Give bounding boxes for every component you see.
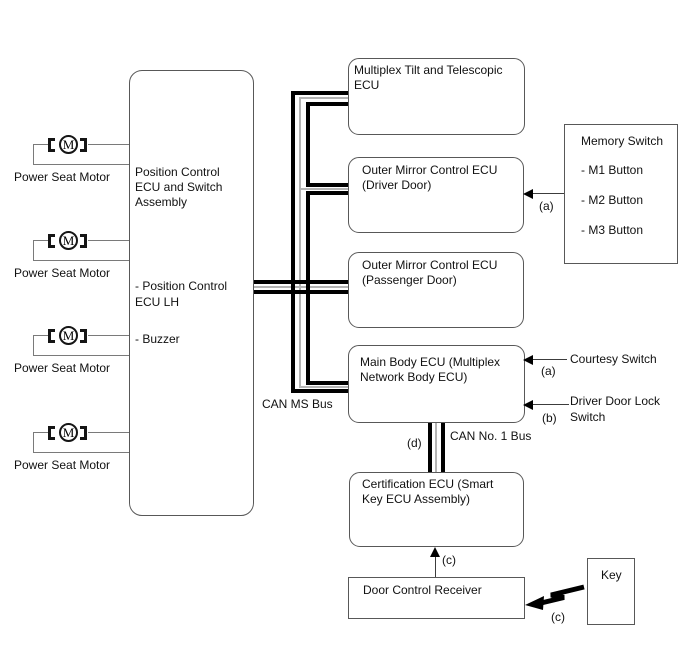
bus-segment (306, 191, 310, 385)
bus-segment (299, 188, 348, 190)
outer-mirror-passenger-ecu-box (348, 252, 524, 328)
bus-segment (291, 389, 348, 393)
memory-switch-item: - M1 Button (581, 163, 644, 177)
bus-segment (306, 191, 348, 195)
motor-lead-line (88, 144, 129, 145)
position-control-ecu-sublabel: - Position Control ECU LH (135, 279, 228, 309)
motor-terminal-icon (80, 426, 87, 440)
multiplex-tilt-telescopic-ecu-box (348, 58, 525, 135)
position-control-ecu-label: Position Control ECU and Switch Assembly (135, 165, 223, 209)
annotation-c-receiver: (c) (442, 553, 456, 567)
motor-lead-line (33, 241, 34, 261)
bus-segment (291, 91, 295, 393)
door-control-receiver-box (348, 577, 525, 619)
outer-mirror-passenger-ecu-label: Outer Mirror Control ECU (Passenger Door) (362, 258, 498, 287)
bus-segment (306, 102, 310, 187)
motor-lead-line (33, 335, 48, 336)
annotation-d: (d) (407, 436, 422, 450)
driver-door-lock-switch-label: Driver Door Lock Switch (570, 394, 661, 424)
motor-lead-line (33, 452, 129, 453)
annotation-b-lock: (b) (542, 411, 557, 425)
motor-label: Power Seat Motor (14, 170, 111, 184)
buzzer-sublabel: - Buzzer (135, 332, 180, 346)
can-ms-bus-label: CAN MS Bus (262, 397, 333, 411)
can-no1-bus-label: CAN No. 1 Bus (450, 429, 532, 443)
bus-segment (306, 183, 348, 187)
left-arrowhead-icon (523, 189, 533, 199)
certification-ecu-box (349, 472, 524, 547)
left-arrowhead-icon (523, 355, 533, 365)
door-control-receiver-label: Door Control Receiver (363, 583, 482, 597)
annotation-c-key: (c) (551, 610, 565, 624)
motor-lead-line (33, 260, 129, 261)
motor-icon (59, 135, 78, 154)
motor-label: Power Seat Motor (14, 266, 111, 280)
memory-switch-item: - M3 Button (581, 223, 644, 237)
courtesy-switch-label: Courtesy Switch (570, 352, 657, 366)
bus-segment (428, 423, 432, 472)
motor-lead-line (33, 336, 34, 356)
memory-switch-box (564, 124, 678, 264)
motor-icon (59, 231, 78, 250)
motor-lead-line (33, 432, 48, 433)
bus-segment (299, 386, 348, 388)
memory-switch-title: Memory Switch (581, 134, 664, 148)
key-label: Key (601, 568, 622, 582)
motor-icon (59, 423, 78, 442)
motor-lead-line (33, 145, 34, 165)
motor-lead-line (88, 335, 129, 336)
bus-segment (291, 91, 348, 95)
bus-segment (441, 423, 445, 472)
key-box (587, 558, 635, 625)
motor-terminal-icon (48, 138, 55, 152)
motor-lead-line (33, 355, 129, 356)
outer-mirror-driver-ecu-box (348, 157, 524, 233)
multiplex-tilt-telescopic-ecu-label: Multiplex Tilt and Telescopic ECU (354, 63, 503, 92)
bus-segment (253, 280, 348, 284)
motor-terminal-icon (80, 234, 87, 248)
main-body-ecu-label: Main Body ECU (Multiplex Network Body ECU) (360, 355, 501, 384)
motor-label: Power Seat Motor (14, 458, 111, 472)
motor-terminal-icon (48, 234, 55, 248)
motor-letter: M (62, 425, 75, 440)
bus-segment (253, 286, 348, 288)
bus-segment (435, 423, 437, 472)
motor-lead-line (88, 240, 129, 241)
motor-lead-line (88, 432, 129, 433)
motor-terminal-icon (80, 329, 87, 343)
motor-terminal-icon (48, 426, 55, 440)
motor-lead-line (33, 144, 48, 145)
bus-segment (306, 102, 348, 106)
motor-terminal-icon (48, 329, 55, 343)
motor-letter: M (62, 233, 75, 248)
motor-label: Power Seat Motor (14, 361, 111, 375)
certification-ecu-label: Certification ECU (Smart Key ECU Assembly) (362, 477, 494, 506)
outer-mirror-driver-ecu-label: Outer Mirror Control ECU (Driver Door) (362, 163, 498, 192)
motor-lead-line (33, 164, 129, 165)
bus-segment (253, 290, 348, 294)
memory-switch-item: - M2 Button (581, 193, 644, 207)
bus-segment (306, 381, 348, 385)
annotation-a-memory: (a) (539, 199, 554, 213)
bus-segment (299, 97, 348, 99)
up-arrowhead-icon (430, 547, 440, 557)
motor-letter: M (62, 328, 75, 343)
left-arrowhead-icon (523, 400, 533, 410)
motor-icon (59, 326, 78, 345)
main-body-ecu-box (348, 345, 525, 423)
motor-letter: M (62, 137, 75, 152)
motor-lead-line (33, 433, 34, 453)
motor-terminal-icon (80, 138, 87, 152)
motor-lead-line (33, 240, 48, 241)
annotation-a-courtesy: (a) (541, 364, 556, 378)
bus-segment (299, 97, 301, 388)
